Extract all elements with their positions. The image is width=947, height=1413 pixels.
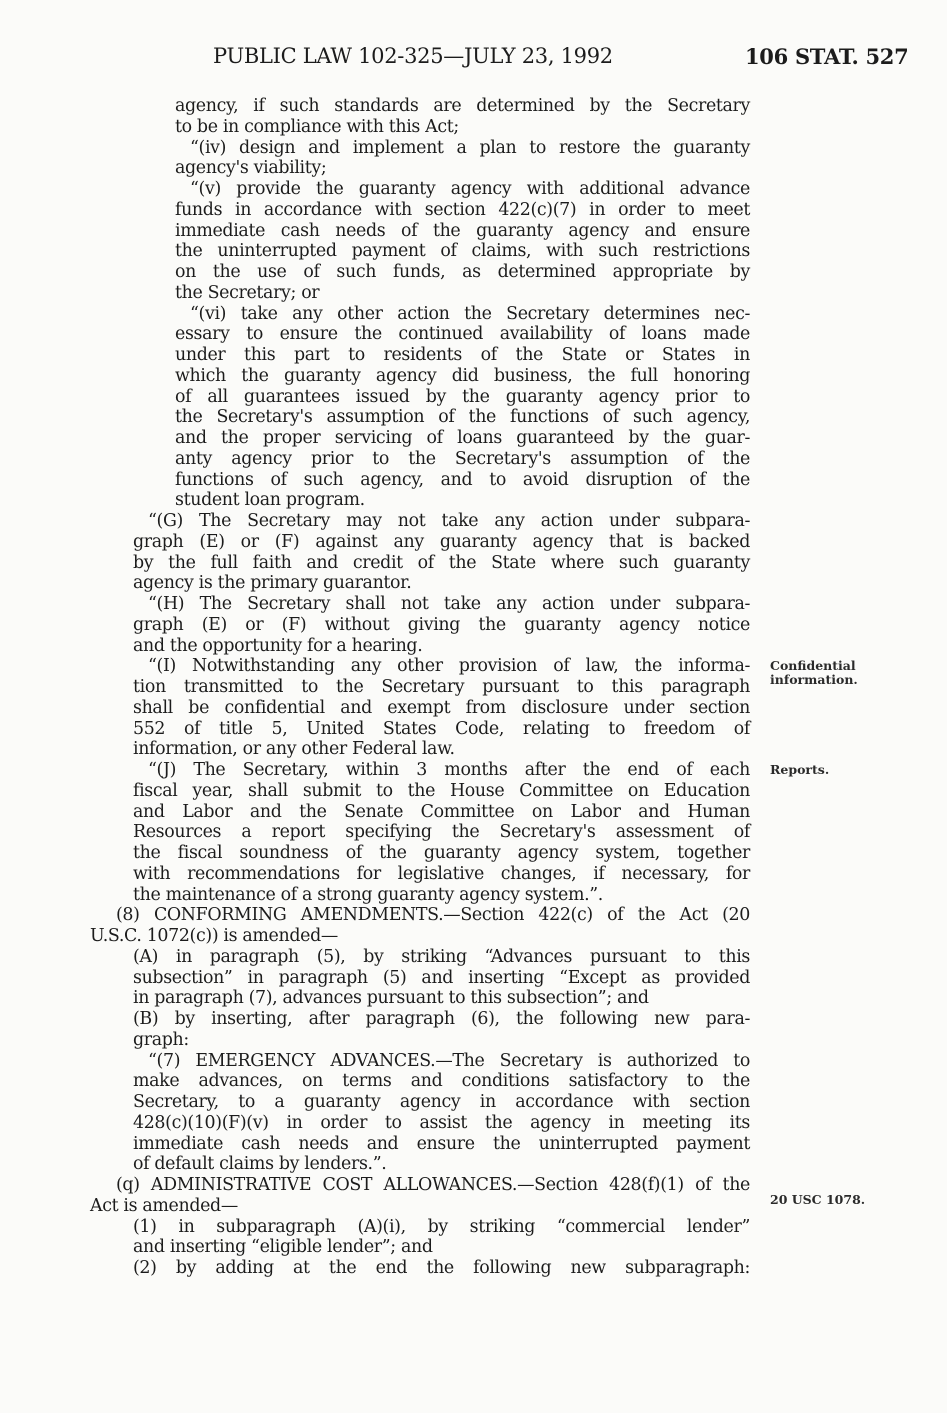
text-line: U.S.C. 1072(c)) is amended— [90, 926, 338, 946]
text-line: to be in compliance with this Act; [175, 116, 459, 137]
paragraph [90, 905, 750, 947]
paragraph [90, 1009, 750, 1051]
text-line: “(J) The Secretary, within 3 months after the end of each [148, 760, 750, 780]
text-line: (1) in subparagraph (A)(i), by striking “commercial lender” [133, 1216, 750, 1237]
text-line: the fiscal soundness of the guaranty agency system, together [133, 843, 750, 863]
text-line: “(H) The Secretary shall not take any action under subpara- [148, 594, 750, 614]
page-number: 106 STAT. 527 [745, 44, 909, 69]
text-line: graph (E) or (F) without giving the guaranty agency notice [133, 614, 750, 635]
text-line: by the full faith and credit of the State where such guaranty [133, 552, 750, 573]
text-line: under this part to residents of the State or States in [175, 345, 750, 365]
paragraph [90, 138, 750, 180]
statute-body [90, 96, 750, 1279]
paragraph [90, 1175, 750, 1217]
paragraph [90, 760, 750, 905]
paragraph [90, 947, 750, 1009]
text-line: “(v) provide the guaranty agency with additional advance [190, 179, 750, 199]
text-line: and inserting “eligible lender”; and [133, 1237, 433, 1258]
text-line: subsection” in paragraph (5) and inserting “Except as provided [133, 967, 750, 988]
text-line: the Secretary's assumption of the functions of such agency, [175, 407, 750, 428]
margin-note: 20 USC 1078. [770, 1192, 866, 1207]
text-line: with recommendations for legislative changes, if necessary, for [133, 863, 750, 884]
text-line: agency's viability; [175, 158, 327, 179]
text-line: (A) in paragraph (5), by striking “Advances pursuant to this [133, 946, 750, 967]
text-line: on the use of such funds, as determined appropriate by [175, 262, 750, 282]
paragraph [90, 1258, 750, 1279]
text-line: make advances, on terms and conditions satisfactory to the [133, 1071, 750, 1092]
text-line: student loan program. [175, 490, 365, 511]
text-line: Resources a report specifying the Secretary's assessment of [133, 822, 750, 843]
text-line: (2) by adding at the end the following new subparagraph: [133, 1258, 750, 1278]
paragraph [90, 1217, 750, 1259]
text-line: fiscal year, shall submit to the House Committee on Education [133, 780, 750, 801]
text-line: (q) ADMINISTRATIVE COST ALLOWANCES.—Section 428(f)(1) of the [116, 1175, 750, 1195]
text-line: and Labor and the Senate Committee on Labor and Human [133, 801, 750, 822]
text-line: agency is the primary guarantor. [133, 573, 412, 594]
text-line: (B) by inserting, after paragraph (6), the following new para- [133, 1009, 750, 1029]
text-line: 552 of title 5, United States Code, relating to freedom of [133, 718, 750, 739]
running-header-title: PUBLIC LAW 102-325—JULY 23, 1992 [213, 44, 613, 68]
text-line: in paragraph (7), advances pursuant to this subsection”; and [133, 988, 649, 1009]
margin-note: Reports. [770, 762, 830, 777]
text-line: graph: [133, 1029, 189, 1050]
margin-note: Confidential information. [770, 658, 858, 687]
text-line: anty agency prior to the Secretary's assumption of the [175, 448, 750, 469]
paragraph [90, 511, 750, 594]
text-line: “(I) Notwithstanding any other provision of law, the informa- [148, 656, 750, 677]
text-line: immediate cash needs of the guaranty agency and ensure [175, 220, 750, 241]
paragraph [90, 179, 750, 304]
text-line: functions of such agency, and to avoid disruption of the [175, 469, 750, 490]
text-line: Act is amended— [90, 1195, 238, 1216]
text-line: the Secretary; or [175, 282, 320, 303]
text-line: information, or any other Federal law. [133, 739, 455, 760]
text-line: “(G) The Secretary may not take any action under subpara- [148, 511, 750, 531]
paragraph [90, 656, 750, 760]
paragraph [90, 304, 750, 512]
text-line: immediate cash needs and ensure the uninterrupted payment [133, 1133, 750, 1154]
text-line: and the opportunity for a hearing. [133, 635, 423, 656]
text-line: “(7) EMERGENCY ADVANCES.—The Secretary is authorized to [148, 1050, 750, 1071]
text-line: which the guaranty agency did business, the full honoring [175, 365, 750, 386]
text-line: tion transmitted to the Secretary pursuant to this paragraph [133, 677, 750, 697]
text-line: of all guarantees issued by the guaranty agency prior to [175, 386, 750, 407]
text-line: graph (E) or (F) against any guaranty agency that is backed [133, 531, 750, 552]
text-line: and the proper servicing of loans guaranteed by the guar- [175, 428, 750, 448]
text-line: shall be confidential and exempt from disclosure under section [133, 697, 750, 718]
paragraph [90, 594, 750, 656]
text-line: (8) CONFORMING AMENDMENTS.—Section 422(c) of the Act (20 [116, 905, 750, 926]
text-line: the uninterrupted payment of claims, with such restrictions [175, 241, 750, 262]
paragraph [90, 1051, 750, 1176]
text-line: the maintenance of a strong guaranty agency system.”. [133, 884, 603, 905]
text-line: “(vi) take any other action the Secretary determines nec- [190, 303, 750, 324]
text-line: agency, if such standards are determined by the Secretary [175, 96, 750, 116]
text-line: 428(c)(10)(F)(v) in order to assist the agency in meeting its [133, 1112, 750, 1133]
paragraph [90, 96, 750, 138]
text-line: Secretary, to a guaranty agency in accordance with section [133, 1092, 750, 1112]
text-line: “(iv) design and implement a plan to restore the guaranty [190, 137, 750, 158]
text-line: funds in accordance with section 422(c)(7) in order to meet [175, 199, 750, 220]
text-line: essary to ensure the continued availability of loans made [175, 324, 750, 345]
text-line: of default claims by lenders.”. [133, 1154, 387, 1175]
